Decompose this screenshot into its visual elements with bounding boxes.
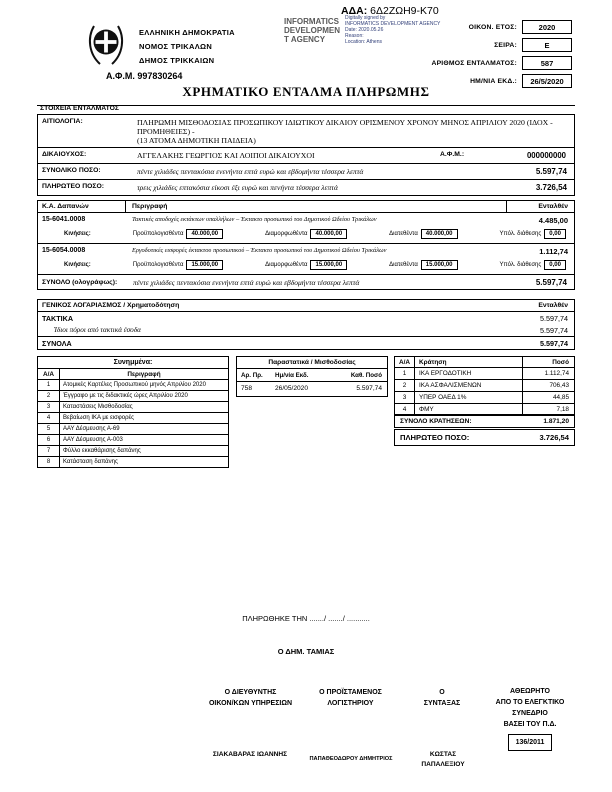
deductions-total-row	[394, 414, 575, 428]
deduction-amount: 1.112,74	[522, 368, 574, 379]
table-row	[38, 435, 228, 446]
sig-line-3: Date: 2020.05.26	[345, 27, 384, 33]
sig-line-5: Location: Athens	[345, 39, 382, 45]
stamp-line-2: ΑΠΟ ΤΟ ΕΛΕΓΚΤΙΚΟ	[495, 699, 565, 706]
movement-remaining	[499, 260, 565, 270]
movement-label: Υπόλ. διάθεσης	[499, 262, 542, 268]
series-label: ΣΕΙΡΑ:	[494, 41, 517, 49]
ada-value: 6Δ2ΖΩΗ9-Κ70	[370, 5, 439, 17]
warrant-number-value: 587	[522, 56, 572, 70]
table-header-row	[395, 357, 574, 368]
movement-value: 40.000,00	[186, 229, 223, 239]
movement-formed	[265, 229, 347, 239]
attachment-index: 6	[38, 435, 60, 445]
attachment-description: Καταστάσεις Μισθοδοσίας	[63, 404, 133, 410]
total-words-text: πέντε χιλιάδες πεντακόσια ενενήντα επτά ευρώ και εβδομήντα τέσσερα λεπτά	[133, 277, 360, 287]
payable-amount-row	[394, 429, 575, 446]
author-name-line-2: ΠΑΠΑΛΕΞΙΟΥ	[421, 761, 465, 768]
fiscal-year-label: ΟΙΚΟΝ. ΕΤΟΣ:	[468, 23, 517, 31]
attachment-description: Ατομικές Καρτέλες Προσωπικού μηνός Απριλίου 2020	[63, 382, 206, 388]
payable-amount-label: ΠΛΗΡΩΤΕΟ ΠΟΣΟ:	[42, 183, 105, 190]
sig-line-1: Digitally signed by	[345, 15, 386, 21]
general-account-header: ΓΕΝΙΚΟΣ ΛΟΓΑΡΙΑΣΜΟΣ / Χρηματοδότηση	[42, 302, 180, 309]
attachment-index: 4	[38, 413, 60, 423]
table-total-row	[38, 336, 574, 349]
deduction-index: 2	[395, 380, 415, 391]
accountant-name: ΠΑΠΑΘΕΟΔΩΡΟΥ ΔΗΜΗΤΡΙΟΣ	[309, 756, 393, 762]
warrant-meta	[352, 20, 572, 92]
attachments-title: Συνημμένα:	[38, 357, 228, 369]
column-description: Περιγραφή	[127, 370, 161, 378]
table-row	[38, 391, 228, 402]
attachment-description: Φύλλο εκκαθάρισης δαπάνης	[63, 448, 141, 454]
org-line-2: ΝΟΜΟΣ ΤΡΙΚΑΛΩΝ	[139, 42, 213, 51]
table-header-row	[237, 369, 387, 382]
stamp-line-3: ΣΥΝΕΔΡΙΟ	[512, 710, 548, 717]
table-row	[395, 368, 574, 380]
ka-description: Εργοδοτικές εισφορές έκτακτου προσωπικού – Έκτακτο προσωπικό του Δημοτικού Ωδείου Τρικάλων	[132, 246, 387, 254]
accountant-title-line-2: ΛΟΓΙΣΤΗΡΙΟΥ	[327, 699, 374, 707]
account-amount: 5.597,74	[540, 313, 568, 323]
ka-code: 15-6054.0008	[42, 246, 86, 254]
movement-value: 0,00	[544, 229, 566, 239]
attachment-index: 7	[38, 446, 60, 456]
column-doc-number: Αρ. Πρ.	[241, 371, 263, 379]
table-row	[38, 243, 574, 258]
attachment-index: 5	[38, 424, 60, 434]
table-row	[38, 179, 574, 195]
column-net-amount: Καθ. Ποσό	[350, 371, 382, 379]
movement-label: Διατεθέντα	[389, 231, 418, 237]
movement-label: Διαμορφωθέντα	[265, 231, 308, 237]
doc-number: 758	[241, 385, 253, 392]
beneficiary-afm-label: Α.Φ.Μ.:	[440, 151, 465, 158]
movement-remaining	[499, 229, 565, 239]
deduction-name: ΙΚΑ ΑΣΦΑΛΙΣΜΕΝΩΝ	[419, 382, 482, 389]
warrant-details-table	[37, 114, 575, 196]
deductions-table	[394, 356, 575, 416]
attachment-description: Κατάσταση δαπάνης	[63, 459, 118, 465]
column-description: Περιγραφή	[132, 203, 168, 210]
attachment-index: 1	[38, 380, 60, 390]
justification-label: ΑΙΤΙΟΛΟΓΙΑ:	[42, 118, 83, 125]
payable-label: ΠΛΗΡΩΤΕΟ ΠΟΣΟ:	[400, 433, 470, 442]
general-account-table	[37, 299, 575, 350]
accountant-title-line-1: Ο ΠΡΟΪΣΤΑΜΕΝΟΣ	[319, 689, 382, 696]
funding-source-label: Ίδιοι πόροι από τακτικά έσοδα	[54, 325, 141, 334]
table-row	[38, 213, 574, 227]
column-deduction: Κράτηση	[419, 358, 447, 366]
author-name-line-1: ΚΩΣΤΑΣ	[429, 751, 457, 758]
movements-label: Κινήσεις:	[64, 231, 91, 237]
meta-row-year	[352, 20, 572, 34]
deduction-amount: 706,43	[522, 380, 574, 391]
deduction-index: 3	[395, 392, 415, 403]
payable-amount-words: τρεις χιλιάδες επτακόσια είκοσι έξι ευρώ και πενήντα τέσσερα λεπτά	[137, 182, 338, 192]
meta-row-series	[352, 38, 572, 52]
director-name: ΣΙΑΚΑΒΑΡΑΣ ΙΩΑΝΝΗΣ	[212, 751, 288, 758]
movement-allocated	[389, 229, 457, 239]
justification-value	[133, 115, 574, 147]
column-ordered: Ενταλθέν	[506, 201, 574, 212]
movement-formed	[265, 260, 347, 270]
sig-line-4: Reason:	[345, 33, 364, 39]
org-line-3: ΔΗΜΟΣ ΤΡΙΚΚΑΙΩΝ	[139, 56, 215, 65]
deduction-amount: 44,85	[522, 392, 574, 403]
column-ordered: Ενταλθέν	[538, 302, 568, 309]
table-row	[237, 382, 387, 396]
total-amount-value: 5.597,74	[535, 166, 567, 176]
totals-label: ΣΥΝΟΛΑ	[42, 338, 72, 348]
column-index: Α/Α	[38, 369, 60, 379]
director-title-line-2: ΟΙΚΟΝ/ΚΩΝ ΥΠΗΡΕΣΙΩΝ	[208, 699, 293, 707]
author-title-line-2: ΣΥΝΤΑΞΑΣ	[423, 699, 461, 707]
deduction-amount: 7,18	[522, 404, 574, 415]
table-row	[38, 446, 228, 457]
attachment-description: ΑΑΥ Δέσμευσης Α-69	[63, 426, 120, 432]
deductions-total-value: 1.871,20	[543, 417, 569, 425]
table-row	[395, 380, 574, 392]
issuer-afm: Α.Φ.Μ. 997830264	[106, 71, 183, 81]
ka-code: 15-6041.0008	[42, 215, 86, 223]
issue-date-label: ΗΜ/ΝΙΑ ΕΚΔ.:	[470, 77, 517, 85]
deduction-name: ΙΚΑ ΕΡΓΟΔΟΤΙΚΗ	[419, 370, 472, 377]
movement-allocated	[389, 260, 457, 270]
doc-amount: 5.597,74	[356, 385, 382, 392]
column-issue-date: Ημ/νία Εκδ.	[275, 371, 309, 379]
table-row	[38, 324, 574, 336]
ka-description: Τακτικές αποδοχές εκτάκτων υπαλλήλων – Έκτακτο προσωπικό του Δημοτικού Ωδείου Τρικάλων	[132, 215, 377, 223]
payable-value: 3.726,54	[539, 433, 569, 442]
total-amount-words: πέντε χιλιάδες πεντακόσια ενενήντα επτά ευρώ και εβδομήντα τέσσερα λεπτά	[137, 166, 364, 176]
funding-source-amount: 5.597,74	[540, 325, 568, 335]
beneficiary-value: ΑΓΓΕΛΑΚΗΣ ΓΕΩΡΓΙΟΣ ΚΑΙ ΛΟΙΠΟΙ ΔΙΚΑΙΟΥΧΟΙ	[137, 150, 315, 160]
deduction-index: 4	[395, 404, 415, 415]
digital-signature-agency	[284, 17, 340, 44]
section-label: ΣΤΟΙΧΕΙΑ ΕΝΤΑΛΜΑΤΟΣ	[40, 105, 119, 112]
payable-amount-value: 3.726,54	[535, 182, 567, 192]
deductions-total-label: ΣΥΝΟΛΟ ΚΡΑΤΗΣΕΩΝ:	[400, 417, 472, 425]
total-words-amount: 5.597,74	[535, 277, 567, 287]
movement-label: Υπόλ. διάθεσης	[499, 231, 542, 237]
attachment-index: 2	[38, 391, 60, 401]
movement-value: 40.000,00	[310, 229, 347, 239]
movement-value: 15.000,00	[186, 260, 223, 270]
movement-budgeted	[133, 229, 223, 239]
beneficiary-afm-value: 000000000	[526, 150, 566, 160]
stamp-line-1: ΑΘΕΩΡΗΤΟ	[510, 688, 550, 695]
deduction-name: ΥΠΕΡ ΟΑΕΔ 1%	[419, 394, 467, 401]
issue-date-value: 26/5/2020	[522, 74, 572, 88]
author-title-line-1: Ο	[439, 689, 445, 696]
movement-value: 15.000,00	[310, 260, 347, 270]
table-header-row	[38, 201, 574, 213]
expense-codes-table	[37, 200, 575, 275]
issuing-authority	[139, 26, 235, 68]
budget-movements-row	[38, 258, 574, 274]
attachment-description: ΑΑΥ Δέσμευσης Α-003	[63, 437, 123, 443]
column-index: Α/Α	[395, 357, 415, 367]
table-row	[38, 163, 574, 179]
table-row	[38, 424, 228, 435]
movement-value: 15.000,00	[421, 260, 458, 270]
table-row	[38, 402, 228, 413]
table-row	[395, 392, 574, 404]
attachment-description: Έγγραφο με τις διδακτικές ώρες Απριλίου 2020	[63, 393, 188, 399]
table-row	[38, 413, 228, 424]
justification-line-2: (13 ΑΤΟΜΑ ΔΗΜΟΤΙΚΗ ΠΑΙΔΕΙΑ)	[137, 135, 256, 145]
warrant-number-label: ΑΡΙΘΜΟΣ ΕΝΤΑΛΜΑΤΟΣ:	[431, 59, 517, 67]
account-label: ΤΑΚΤΙΚΑ	[42, 313, 74, 323]
column-amount: Ποσό	[522, 357, 574, 367]
movement-label: Διατεθέντα	[389, 262, 418, 268]
signature-block-author	[412, 688, 472, 709]
table-row	[38, 380, 228, 391]
author-name	[408, 750, 478, 770]
deduction-name: ΦΜΥ	[419, 406, 434, 413]
meta-row-number	[352, 56, 572, 70]
justification-line-1: ΠΛΗΡΩΜΗ ΜΙΣΘΟΔΟΣΙΑΣ ΠΡΟΣΩΠΙΚΟΥ ΙΔΙΩΤΙΚΟΥ ΔΙΚΑΙΟΥ ΟΡΙΣΜΕΝΟΥ ΧΡΟΝΟΥ ΜΗΝΟΣ ΑΠΡΙΛΙΟΥ 2020 (ΙΔΟΧ - ΠΡΟΜΗΘΕΙΕΣ) -	[137, 117, 553, 136]
movement-label: Διαμορφωθέντα	[265, 262, 308, 268]
agency-line-3: T AGENCY	[284, 35, 326, 44]
org-line-1: ΕΛΛΗΝΙΚΗ ΔΗΜΟΚΡΑΤΙΑ	[139, 28, 235, 37]
ka-amount: 1.112,74	[539, 246, 568, 256]
signature-block-director	[183, 688, 318, 709]
ada-label: ΑΔΑ:	[341, 5, 368, 17]
ka-amount: 4.485,00	[538, 215, 568, 225]
stamp-decree-number: 136/2011	[508, 734, 553, 751]
total-amount-label: ΣΥΝΟΛΙΚΟ ΠΟΣΟ:	[42, 167, 101, 174]
audit-stamp	[478, 686, 582, 751]
page-title: ΧΡΗΜΑΤΙΚΟ ΕΝΤΑΛΜΑ ΠΛΗΡΩΜΗΣ	[37, 84, 575, 106]
table-row	[38, 312, 574, 324]
beneficiary-label: ΔΙΚΑΙΟΥΧΟΣ:	[42, 151, 87, 158]
deduction-index: 1	[395, 368, 415, 379]
movement-budgeted	[133, 260, 223, 270]
totals-amount: 5.597,74	[540, 338, 568, 348]
attachment-index: 3	[38, 402, 60, 412]
doc-date: 26/05/2020	[275, 385, 309, 392]
table-row	[38, 457, 228, 467]
movement-label: Προϋπολογισθέντα	[132, 231, 184, 237]
total-words-label: ΣΥΝΟΛΟ (ολογράφως):	[42, 278, 118, 286]
movement-value: 40.000,00	[421, 229, 458, 239]
agency-line-2: DEVELOPMEN	[284, 26, 341, 35]
movements-label: Κινήσεις:	[64, 262, 91, 268]
treasurer-title: Ο ΔΗΜ. ΤΑΜΙΑΣ	[277, 647, 335, 656]
series-value: Ε	[522, 38, 572, 52]
fiscal-year-value: 2020	[522, 20, 572, 34]
documents-title: Παραστατικά / Μισθοδοσίας	[237, 357, 387, 369]
movement-value: 0,00	[544, 260, 566, 270]
sig-line-2: INFORMATICS DEVELOPMENT AGENCY	[345, 21, 441, 27]
payroll-documents-table	[236, 356, 388, 397]
total-in-words-row	[37, 274, 575, 290]
table-header-row	[38, 300, 574, 312]
budget-movements-row	[38, 227, 574, 243]
paid-on-line: ΠΛΗΡΩΘΗΚΕ ΤΗΝ ......./ ......./ ...........	[242, 614, 370, 623]
attachment-index: 8	[38, 457, 60, 467]
movement-label: Προϋπολογισθέντα	[132, 262, 184, 268]
table-header-row	[38, 369, 228, 380]
stamp-line-4: ΒΑΣΕΙ ΤΟΥ Π.Δ.	[503, 721, 557, 728]
agency-line-1: INFORMATICS	[284, 17, 339, 26]
greek-coat-of-arms-icon	[84, 19, 128, 72]
signature-block-head-accountant	[303, 688, 398, 709]
attachments-table	[37, 356, 229, 468]
table-row	[38, 115, 574, 147]
column-ka: Κ.Α. Δαπανών	[38, 201, 126, 212]
director-title-line-1: Ο ΔΙΕΥΘΥΝΤΗΣ	[224, 689, 277, 696]
table-row	[38, 147, 574, 163]
attachment-description: Βεβαίωση ΙΚΑ με εισφορές	[63, 415, 135, 421]
